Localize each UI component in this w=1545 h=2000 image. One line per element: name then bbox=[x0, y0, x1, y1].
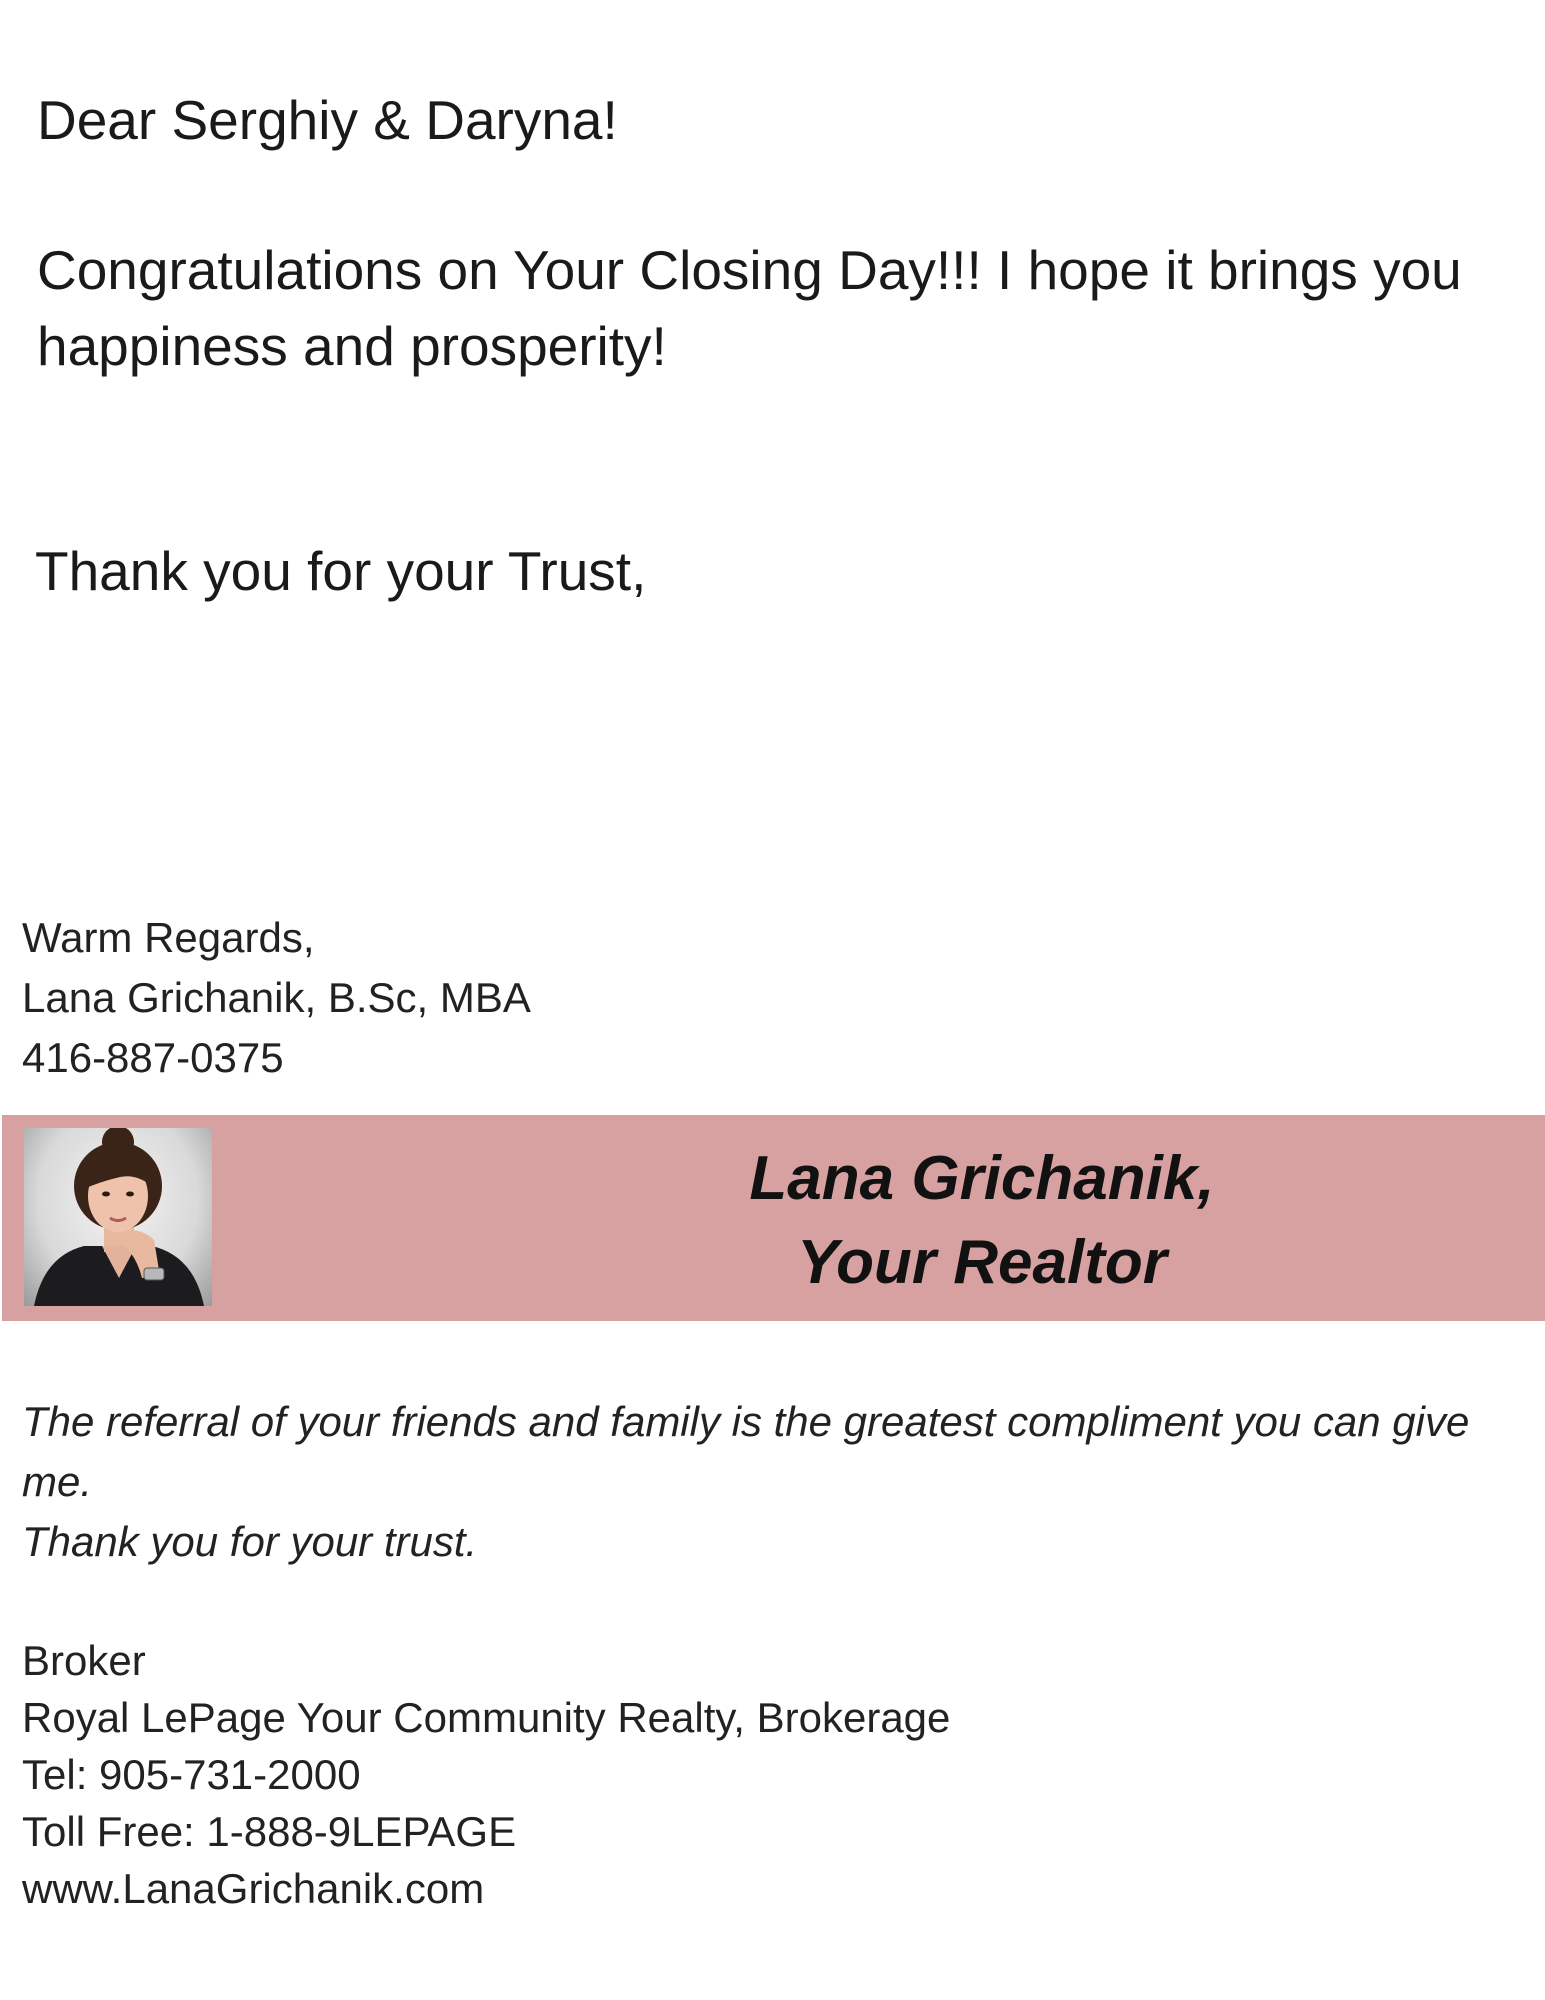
referral-quote bbox=[22, 1392, 1502, 1572]
realtor-photo bbox=[24, 1128, 212, 1306]
signoff-phone: 416-887-0375 bbox=[22, 1034, 284, 1081]
contact-website-link[interactable]: www.LanaGrichanik.com bbox=[22, 1865, 485, 1912]
referral-quote-line2: Thank you for your trust. bbox=[22, 1518, 478, 1565]
letter-congratulations: Congratulations on Your Closing Day!!! I hope it brings you happiness and prosperity! bbox=[37, 239, 1462, 377]
contact-title: Broker bbox=[22, 1637, 146, 1684]
referral-quote-line1: The referral of your friends and family is the greatest compliment you can give me. bbox=[22, 1398, 1470, 1505]
banner-title bbox=[562, 1137, 1402, 1305]
banner-title-line2: Your Realtor bbox=[797, 1228, 1167, 1297]
realtor-portrait-image bbox=[24, 1128, 212, 1306]
letter-thanks: Thank you for your Trust, bbox=[35, 540, 647, 602]
banner-title-line1: Lana Grichanik, bbox=[749, 1144, 1215, 1213]
signoff-name: Lana Grichanik, B.Sc, MBA bbox=[22, 974, 531, 1021]
contact-tel: Tel: 905-731-2000 bbox=[22, 1751, 361, 1798]
realtor-banner bbox=[2, 1115, 1545, 1321]
signoff-block bbox=[22, 908, 531, 1088]
contact-block bbox=[22, 1632, 950, 1917]
contact-toll-free: Toll Free: 1-888-9LEPAGE bbox=[22, 1808, 517, 1855]
contact-company: Royal LePage Your Community Realty, Brokerage bbox=[22, 1694, 951, 1741]
signoff-closing: Warm Regards, bbox=[22, 914, 315, 961]
letter-greeting: Dear Serghiy & Daryna! bbox=[37, 89, 618, 151]
